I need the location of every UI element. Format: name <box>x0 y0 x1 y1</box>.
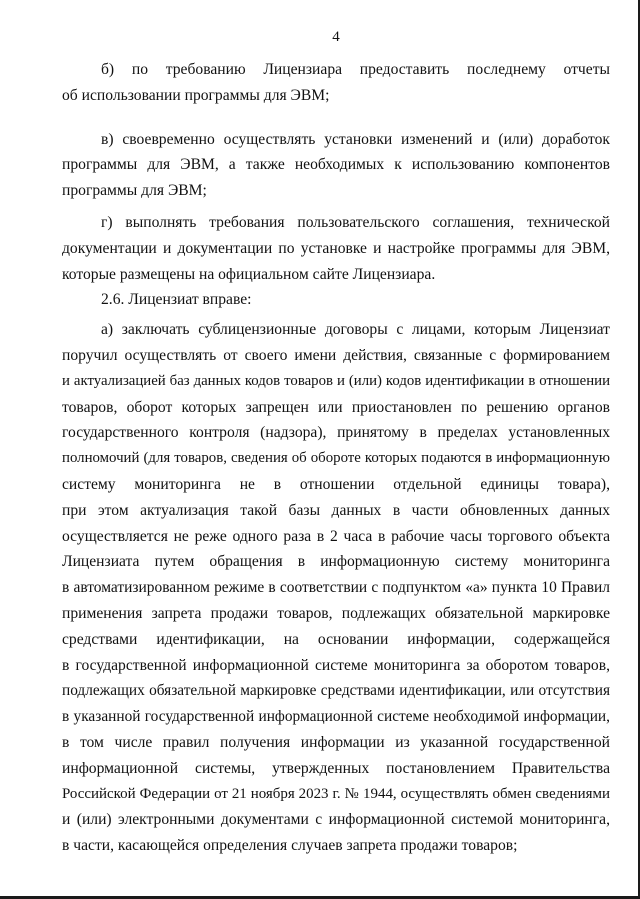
text-line: поручил осуществлять от своего имени действия, связанные с формированием <box>62 346 610 364</box>
paragraph-b <box>62 57 610 109</box>
text-line: в части, касающейся определения случаев запрета продажи товаров; <box>62 837 518 855</box>
text-line: 2.6. Лицензиат вправе: <box>101 291 252 309</box>
text-line: в автоматизированном режиме в соответствии с подпунктом «а» пункта 10 Правил <box>62 579 610 597</box>
text-line: документации и документации по установке и настройке программы для ЭВМ, <box>62 239 610 257</box>
text-line: применения запрета продажи товаров, подлежащих обязательной маркировке <box>62 604 610 622</box>
text-line: программы для ЭВМ; <box>62 182 207 200</box>
text-line: об использовании программы для ЭВМ; <box>62 86 330 104</box>
text-line: при этом актуализация такой базы данных в части обновленных данных <box>62 501 610 519</box>
paragraph-v <box>62 127 610 204</box>
text-line: Российской Федерации от 21 ноября 2023 г. № 1944, осуществлять обмен сведениями <box>62 785 610 802</box>
text-line: информационной системы, утвержденных постановлением Правительства <box>62 759 610 777</box>
document-body <box>62 57 610 859</box>
page-number: 4 <box>332 29 340 45</box>
text-line: подлежащих обязательной маркировке средствами идентификации, или отсутствия <box>62 682 610 700</box>
text-line: программы для ЭВМ, а также необходимых к использованию компонентов <box>62 156 610 174</box>
text-line: в указанной государственной информационной системе необходимой информации, <box>62 708 610 726</box>
paragraph-g <box>62 210 610 287</box>
text-line: г) выполнять требования пользовательского соглашения, технической <box>101 213 610 231</box>
text-line: в том числе правил получения информации из указанной государственной <box>62 733 610 751</box>
text-line: полномочий (для товаров, сведения об обороте которых подаются в информационную <box>62 450 610 467</box>
text-line: и актуализацией баз данных кодов товаров и (или) кодов идентификации в отношении <box>62 372 610 389</box>
text-line: которые размещены на официальном сайте Лицензиара. <box>62 265 436 283</box>
text-line: товаров, оборот которых запрещен или приостановлен по решению органов <box>62 398 610 416</box>
text-line: Лицензиата путем обращения в информационную систему мониторинга <box>62 553 610 571</box>
text-line: государственного контроля (надзора), принятому в пределах установленных <box>62 424 610 442</box>
text-line: в) своевременно осуществлять установки изменений и (или) доработок <box>101 130 610 148</box>
text-line: б) по требованию Лицензиара предоставить последнему отчеты <box>101 61 610 78</box>
text-line: и (или) электронными документами с информационной системой мониторинга, <box>62 811 610 829</box>
text-line: систему мониторинга не в отношении отдельной единицы товара), <box>62 475 610 493</box>
text-line: а) заключать сублицензионные договоры с лицами, которым Лицензиат <box>101 321 610 339</box>
text-line: средствами идентификации, на основании информации, содержащейся <box>62 630 610 648</box>
text-line: осуществляется не реже одного раза в 2 часа в рабочие часы торгового объекта <box>62 527 610 545</box>
text-line: в государственной информационной системе мониторинга за оборотом товаров, <box>62 656 610 674</box>
paragraph-a <box>62 317 610 859</box>
section-heading-2-6 <box>62 287 610 313</box>
